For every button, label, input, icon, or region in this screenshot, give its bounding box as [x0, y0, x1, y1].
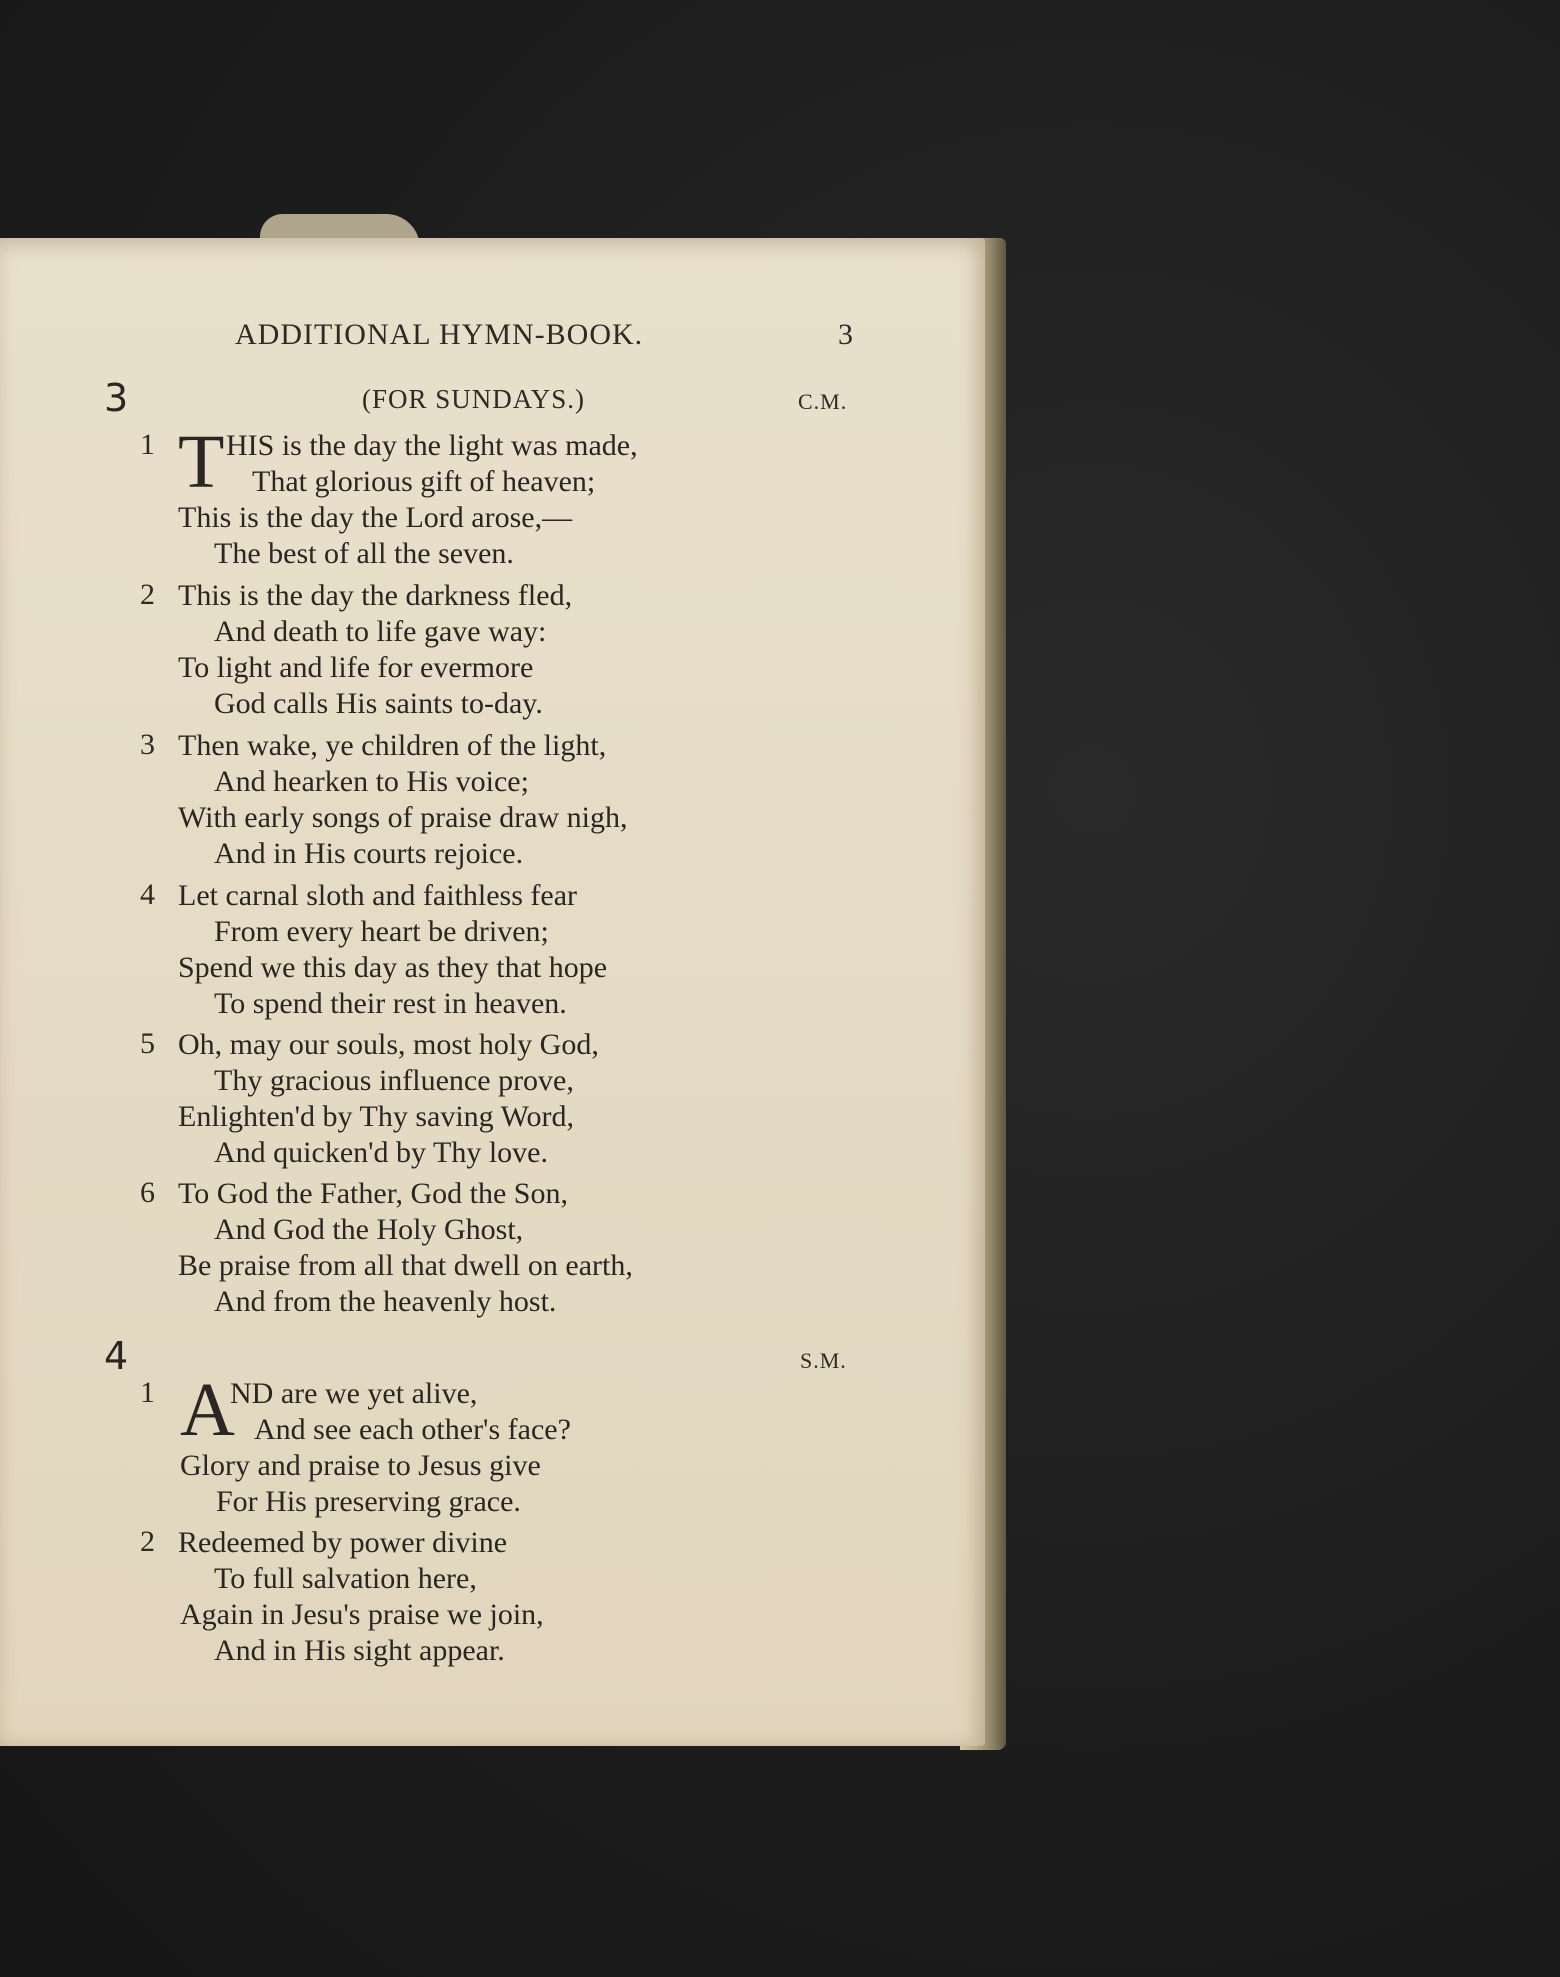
verse-line: Oh, may our souls, most holy God,: [178, 1028, 599, 1061]
hymn-subtitle: (FOR SUNDAYS.): [362, 384, 586, 414]
verse-line: For His preserving grace.: [216, 1485, 521, 1518]
verse-line: The best of all the seven.: [214, 537, 514, 570]
hymn-number: 4: [104, 1334, 129, 1378]
verse-number: 1: [140, 1376, 155, 1409]
verse-number: 3: [140, 728, 155, 761]
verse-line: HIS is the day the light was made,: [226, 429, 638, 462]
verse-line: Spend we this day as they that hope: [178, 951, 608, 984]
verse-line: With early songs of praise draw nigh,: [178, 801, 628, 834]
verse-number: 2: [140, 1525, 155, 1558]
verse-line: Be praise from all that dwell on earth,: [178, 1249, 633, 1282]
verse-line: And from the heavenly host.: [214, 1285, 557, 1318]
page-number: 3: [838, 318, 853, 351]
verse-line: Again in Jesu's praise we join,: [180, 1598, 544, 1631]
hymn-meter: C.M.: [798, 389, 848, 414]
verse-line: This is the day the Lord arose,—: [178, 501, 573, 534]
verse-number: 5: [140, 1027, 155, 1060]
verse-line: ND are we yet alive,: [230, 1377, 478, 1410]
drop-cap: T: [178, 420, 225, 504]
verse-line: Then wake, ye children of the light,: [178, 729, 607, 762]
verse-line: This is the day the darkness fled,: [178, 579, 573, 612]
running-head: [0, 318, 985, 358]
hymn-number: 3: [104, 376, 129, 420]
verse-number: 1: [140, 428, 155, 461]
verse-number: 2: [140, 578, 155, 611]
verse-line: Thy gracious influence prove,: [214, 1064, 574, 1097]
verse-line: Enlighten'd by Thy saving Word,: [178, 1100, 575, 1133]
verse-number: 4: [140, 878, 155, 911]
verse-line: To full salvation here,: [214, 1562, 477, 1595]
verse-line: From every heart be driven;: [214, 915, 549, 948]
verse-line: And death to life gave way:: [214, 615, 547, 648]
verse-line: And God the Holy Ghost,: [214, 1213, 524, 1246]
book-page: [0, 238, 985, 1746]
verse-line: And in His sight appear.: [214, 1634, 505, 1667]
running-title: ADDITIONAL HYMN-BOOK.: [235, 318, 644, 351]
drop-cap: A: [180, 1368, 235, 1452]
verse-line: To God the Father, God the Son,: [178, 1177, 568, 1210]
verse-line: To light and life for evermore: [178, 651, 534, 684]
verse-line: God calls His saints to-day.: [214, 687, 543, 720]
verse-line: And in His courts rejoice.: [214, 837, 524, 870]
verse-line: That glorious gift of heaven;: [252, 465, 596, 498]
hymn-meter: S.M.: [800, 1348, 847, 1373]
verse-line: And see each other's face?: [254, 1413, 571, 1446]
verse-line: Glory and praise to Jesus give: [180, 1449, 541, 1482]
verse-line: And quicken'd by Thy love.: [214, 1136, 548, 1169]
verse-line: To spend their rest in heaven.: [214, 987, 567, 1020]
verse-line: Redeemed by power divine: [178, 1526, 508, 1559]
verse-number: 6: [140, 1176, 155, 1209]
verse-line: And hearken to His voice;: [214, 765, 529, 798]
verse-line: Let carnal sloth and faithless fear: [178, 879, 577, 912]
